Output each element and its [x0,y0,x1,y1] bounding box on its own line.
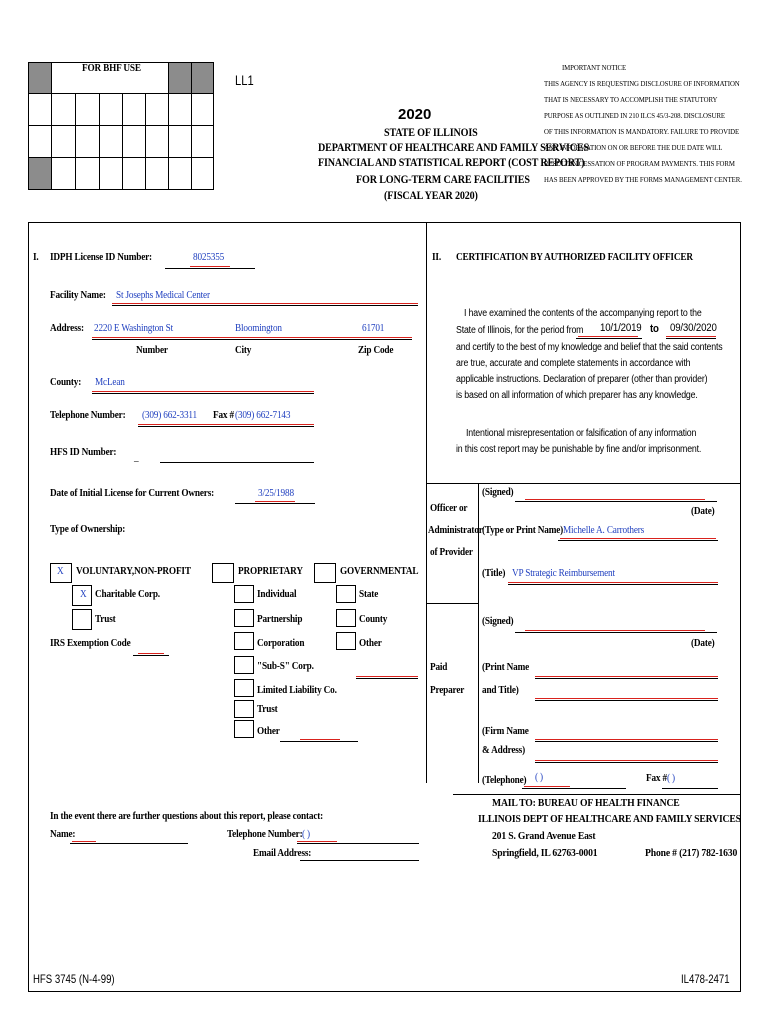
subs-checkbox[interactable] [234,656,254,674]
corporation-checkbox[interactable] [234,632,254,650]
county-checkbox[interactable] [336,609,356,627]
form-code: LL1 [235,72,254,88]
contact-email-label: Email Address: [253,848,312,859]
telephone-value[interactable]: ( ) [535,772,543,783]
ptrust-label: Trust [257,704,278,715]
report-title: FINANCIAL AND STATISTICAL REPORT (COST REPORT) [318,157,585,169]
period-to[interactable]: 09/30/2020 [670,322,717,334]
paid-label-2: Preparer [430,685,465,696]
state-title: STATE OF ILLINOIS [384,127,478,139]
print-name2-label-1: (Print Name [482,662,530,673]
fax2-value[interactable]: ( ) [667,773,675,784]
officer-label-1: Officer or [430,503,468,514]
vtrust-checkbox[interactable] [72,609,92,630]
firm-label-2: & Address) [482,745,525,756]
notice-line: THIS AGENCY IS REQUESTING DISCLOSURE OF INFORMATION [544,79,740,88]
fax-label: Fax # [213,410,234,421]
mail-line4: Springfield, IL 62763-0001 [492,847,598,859]
governmental-checkbox[interactable] [314,563,336,583]
voluntary-label: VOLUNTARY,NON-PROFIT [76,566,191,577]
pother-label: Other [257,726,280,737]
hfs-id-label: HFS ID Number: [50,447,117,458]
mail-line3: 201 S. Grand Avenue East [492,830,596,842]
state-label: State [359,589,379,600]
facility-type-title: FOR LONG-TERM CARE FACILITIES [356,174,530,186]
partnership-label: Partnership [257,614,303,625]
cert-line4: are true, accurate and complete statements in accordance with [456,358,691,369]
address-label: Address: [50,323,84,334]
contact-name-label: Name: [50,829,76,840]
mail-phone: Phone # (217) 782-1630 [645,847,738,859]
initial-license-label: Date of Initial License for Current Owners: [50,488,215,499]
warn-line1: Intentional misrepresentation or falsification of any information [466,428,697,439]
section-divider [426,222,427,783]
cert-line3: and certify to the best of my knowledge and belief that the said contents [456,342,723,353]
vtrust-label: Trust [95,614,116,625]
notice-line: THAT IS NECESSARY TO ACCOMPLISH THE STATUTORY [544,95,718,104]
print-name-label: (Type or Print Name) [482,525,564,536]
governmental-label: GOVERNMENTAL [340,566,419,577]
notice-line: PURPOSE AS OUTLINED IN 210 ILCS 45/3-208. DISCLOSURE [544,111,726,120]
print-name2-label-2: and Title) [482,685,519,696]
report-year: 2020 [398,106,432,123]
zip-caption: Zip Code [358,345,394,356]
title-value[interactable]: VP Strategic Reimbursement [512,568,615,579]
address-value[interactable]: 2220 E Washington St [94,323,173,334]
phone-label: Telephone Number: [50,410,126,421]
facility-name-value[interactable]: St Josephs Medical Center [116,290,210,301]
mail-line1: MAIL TO: BUREAU OF HEALTH FINANCE [492,797,680,809]
llc-checkbox[interactable] [234,679,254,697]
fax2-label: Fax # [646,773,667,784]
signed2-label: (Signed) [482,616,514,627]
state-checkbox[interactable] [336,585,356,603]
footer-form-number: HFS 3745 (N-4-99) [33,972,115,986]
proprietary-label: PROPRIETARY [238,566,303,577]
notice-line: OF THIS INFORMATION IS MANDATORY. FAILURE TO PROVIDE [544,127,740,136]
individual-label: Individual [257,589,297,600]
fiscal-year-title: (FISCAL YEAR 2020) [384,190,478,202]
phone-value[interactable]: (309) 662-3311 [142,410,197,421]
department-title: DEPARTMENT OF HEALTHCARE AND FAMILY SERVICES [318,142,589,154]
pother-checkbox[interactable] [234,720,254,738]
notice-line: HAS BEEN APPROVED BY THE FORMS MANAGEMENT CENTER. [544,175,742,184]
warn-line2: in this cost report may be punishable by fine and/or imprisonment. [456,444,702,455]
license-value[interactable]: 8025355 [193,252,225,263]
gcounty-label: County [359,614,388,625]
officer-label-3: of Provider [430,547,473,558]
initial-license-value[interactable]: 3/25/1988 [258,488,294,499]
date2-label: (Date) [691,638,715,649]
notice-title: IMPORTANT NOTICE [562,63,627,72]
cert-line5: applicable instructions. Declaration of preparer (other than provider) [456,374,708,385]
cert-line1: I have examined the contents of the accompanying report to the [464,308,702,319]
period-to-word: to [650,323,659,335]
bhf-use-grid [28,62,214,190]
telephone-label: (Telephone) [482,775,527,786]
city-value[interactable]: Bloomington [235,323,282,334]
charitable-mark: X [80,589,87,600]
gother-checkbox[interactable] [336,632,356,650]
irs-label: IRS Exemption Code [50,638,131,649]
paid-label-1: Paid [430,662,448,673]
corporation-label: Corporation [257,638,305,649]
notice-line: RESULT IN CESSATION OF PROGRAM PAYMENTS. THIS FORM [544,159,735,168]
proprietary-checkbox[interactable] [212,563,234,583]
charitable-label: Charitable Corp. [95,589,160,600]
facility-name-label: Facility Name: [50,290,106,301]
footer-code: IL478-2471 [681,972,730,986]
title-label: (Title) [482,568,506,579]
hfs-id-value[interactable]: _ [134,452,139,463]
ownership-label: Type of Ownership: [50,524,126,535]
llc-label: Limited Liability Co. [257,685,337,696]
mail-line2: ILLINOIS DEPT OF HEALTHCARE AND FAMILY SERVICES [478,813,741,825]
officer-label-2: Administrator [428,525,483,536]
firm-label-1: (Firm Name [482,726,529,737]
contact-phone-value[interactable]: ( ) [302,829,310,840]
period-from[interactable]: 10/1/2019 [600,322,642,334]
signed-label: (Signed) [482,487,514,498]
contact-phone-label: Telephone Number: [227,829,303,840]
bhf-use-label: FOR BHF USE [82,63,141,74]
print-name-value[interactable]: Michelle A. Carrothers [563,525,645,536]
section1-numeral: I. [33,252,39,263]
city-caption: City [235,345,252,356]
individual-checkbox[interactable] [234,585,254,603]
county-value[interactable]: McLean [95,377,125,388]
section2-title: CERTIFICATION BY AUTHORIZED FACILITY OFFICER [456,252,693,263]
number-caption: Number [136,345,168,356]
section2-numeral: II. [432,252,441,263]
date-label: (Date) [691,506,715,517]
notice-line: ANY INFORMATION ON OR BEFORE THE DUE DATE WILL [544,143,723,152]
partnership-checkbox[interactable] [234,609,254,627]
license-label: IDPH License ID Number: [50,252,152,263]
fax-value[interactable]: (309) 662-7143 [235,410,291,421]
ptrust-checkbox[interactable] [234,700,254,718]
cert-line2: State of Illinois, for the period from [456,325,584,336]
zip-value[interactable]: 61701 [362,323,385,334]
county-label: County: [50,377,82,388]
contact-intro: In the event there are further questions about this report, please contact: [50,811,324,822]
subs-label: "Sub-S" Corp. [257,661,314,672]
voluntary-mark: X [57,566,64,577]
gother-label: Other [359,638,382,649]
cert-line6: is based on all information of which preparer has any knowledge. [456,390,698,401]
